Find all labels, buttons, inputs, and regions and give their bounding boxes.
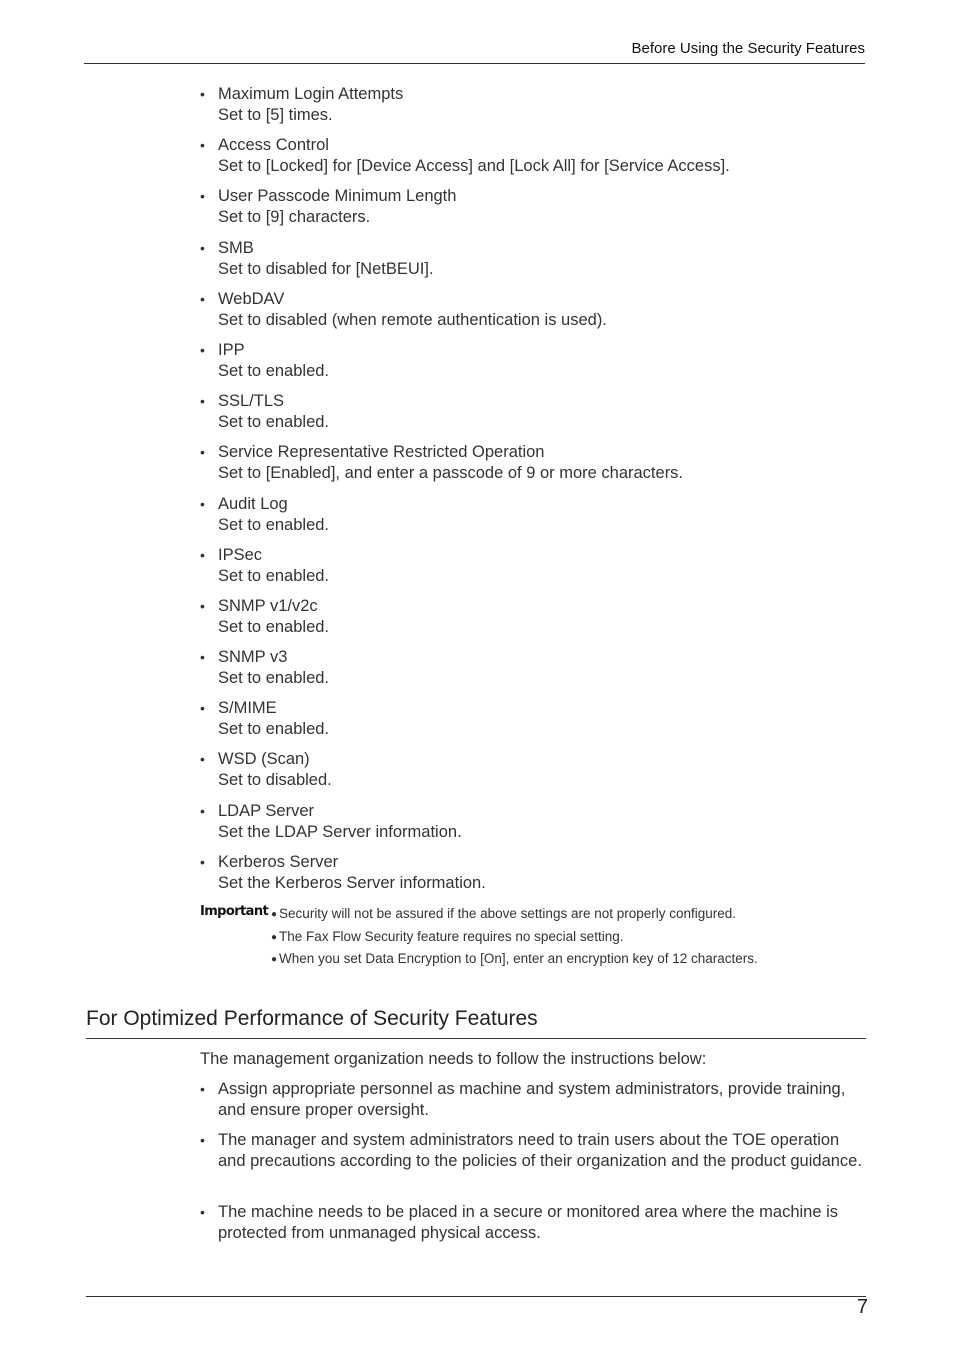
setting-name: Audit Log: [218, 494, 288, 513]
bullet-icon: •: [200, 137, 205, 154]
setting-value: Set the Kerberos Server information.: [218, 873, 486, 892]
bullet-icon: •: [200, 1081, 205, 1097]
setting-name: WebDAV: [218, 289, 285, 308]
page-number: 7: [856, 1296, 868, 1318]
bullet-icon: •: [200, 341, 205, 358]
instruction-text: The machine needs to be placed in a secure or monitored area where the machine is protected from unmanaged physical access.: [218, 1203, 839, 1242]
list-item: [200, 442, 870, 493]
list-item: [200, 1202, 865, 1244]
running-header: Before Using the Security Features: [631, 40, 865, 57]
setting-name: Kerberos Server: [218, 852, 339, 871]
bullet-icon: •: [200, 597, 205, 614]
section-intro: The management organization needs to follow the instructions below:: [200, 1050, 707, 1068]
setting-value: Set to [Enabled], and enter a passcode of 9 or more characters.: [218, 464, 684, 483]
bullet-icon: ●: [271, 931, 278, 943]
section-rule: [86, 1038, 866, 1039]
setting-value: Set to enabled.: [218, 617, 330, 636]
bullet-icon: •: [200, 188, 205, 205]
setting-name: Service Representative Restricted Operation: [218, 443, 545, 462]
bullet-icon: •: [200, 393, 205, 410]
list-item: [200, 596, 870, 647]
bullet-icon: •: [200, 802, 205, 819]
list-item: [200, 1079, 865, 1130]
setting-value: Set the LDAP Server information.: [218, 822, 462, 841]
settings-list: [200, 84, 870, 903]
header-rule: [84, 63, 865, 64]
bullet-icon: •: [200, 290, 205, 307]
setting-value: Set to disabled.: [218, 771, 332, 790]
important-note-text: The Fax Flow Security feature requires no special setting.: [279, 928, 624, 944]
setting-name: IPP: [218, 340, 245, 359]
setting-name: S/MIME: [218, 699, 277, 718]
list-item: [200, 1130, 865, 1202]
instruction-text: The manager and system administrators need to train users about the TOE operation and precautions according to the policies of their organization and the product guidance.: [218, 1131, 862, 1170]
list-item: [200, 852, 870, 903]
bullet-icon: ●: [271, 909, 278, 920]
bullet-icon: •: [200, 649, 205, 666]
instructions-list: [200, 1079, 865, 1244]
list-item: [200, 391, 870, 442]
list-item: [200, 749, 870, 800]
setting-value: Set to [9] characters.: [218, 208, 371, 227]
setting-value: Set to disabled for [NetBEUI].: [218, 259, 434, 278]
bullet-icon: •: [200, 239, 205, 256]
setting-name: WSD (Scan): [218, 750, 310, 769]
bullet-icon: ●: [271, 954, 278, 965]
important-label: Important: [200, 904, 269, 919]
setting-value: Set to disabled (when remote authentication is used).: [218, 310, 607, 329]
list-item: [200, 801, 870, 852]
footer-rule: [86, 1296, 866, 1297]
instruction-text: Assign appropriate personnel as machine and system administrators, provide training, and ensure proper oversight.: [218, 1080, 846, 1119]
setting-name: Maximum Login Attempts: [218, 85, 404, 103]
list-item: [200, 238, 870, 289]
setting-value: Set to enabled.: [218, 669, 330, 688]
bullet-icon: •: [200, 853, 205, 870]
setting-name: SMB: [218, 238, 254, 257]
section-title: For Optimized Performance of Security Features: [86, 1007, 538, 1030]
list-item: [200, 698, 870, 749]
important-note: [271, 949, 758, 972]
bullet-icon: •: [200, 444, 205, 461]
setting-value: Set to enabled.: [218, 566, 330, 585]
setting-name: IPSec: [218, 545, 263, 564]
list-item: [200, 494, 870, 545]
important-notes: [271, 904, 758, 972]
bullet-icon: •: [200, 495, 205, 512]
setting-name: User Passcode Minimum Length: [218, 187, 457, 206]
bullet-icon: •: [200, 86, 205, 102]
important-note: [271, 927, 758, 950]
setting-value: Set to enabled.: [218, 361, 330, 380]
bullet-icon: •: [200, 1204, 205, 1220]
list-item: [200, 647, 870, 698]
bullet-icon: •: [200, 751, 205, 768]
setting-name: Access Control: [218, 136, 329, 155]
important-note-text: When you set Data Encryption to [On], enter an encryption key of 12 characters.: [279, 951, 758, 966]
list-item: [200, 84, 870, 135]
important-note: [271, 904, 758, 927]
setting-value: Set to enabled.: [218, 720, 330, 739]
list-item: [200, 186, 870, 237]
bullet-icon: •: [200, 700, 205, 717]
setting-name: SSL/TLS: [218, 392, 285, 411]
list-item: [200, 340, 870, 391]
bullet-icon: •: [200, 1132, 205, 1148]
setting-value: Set to [5] times.: [218, 106, 333, 124]
list-item: [200, 289, 870, 340]
setting-name: LDAP Server: [218, 801, 314, 820]
setting-value: Set to enabled.: [218, 515, 330, 534]
setting-name: SNMP v3: [218, 648, 288, 667]
list-item: [200, 135, 870, 186]
setting-value: Set to [Locked] for [Device Access] and [Lock All] for [Service Access].: [218, 157, 730, 176]
list-item: [200, 545, 870, 596]
setting-name: SNMP v1/v2c: [218, 596, 318, 615]
important-note-text: Security will not be assured if the above settings are not properly configured.: [279, 906, 737, 921]
bullet-icon: •: [200, 546, 205, 563]
setting-value: Set to enabled.: [218, 413, 330, 432]
